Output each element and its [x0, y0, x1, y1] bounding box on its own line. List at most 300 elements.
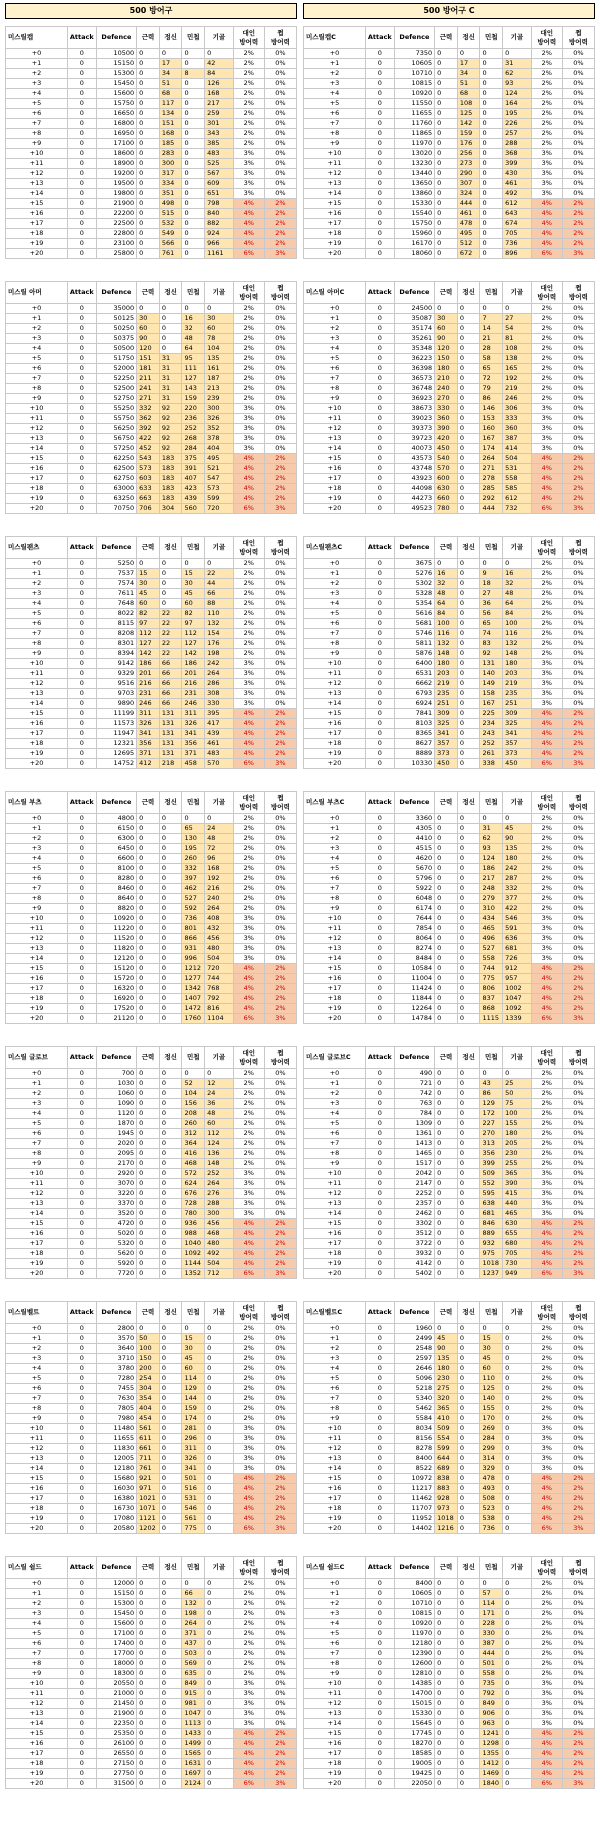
table-cell: 271 [480, 464, 503, 474]
table-cell: 0 [457, 1769, 480, 1779]
table-cell: 2% [531, 69, 562, 79]
table-cell: +9 [304, 649, 366, 659]
table-cell: 240 [205, 894, 234, 904]
table-cell: 4% [531, 1249, 562, 1259]
item-table-panel [303, 281, 595, 536]
table-row [304, 139, 595, 149]
table-cell: 19425 [394, 1769, 435, 1779]
table-cell: +13 [304, 944, 366, 954]
table-cell: 0 [480, 79, 503, 89]
table-cell: 326 [205, 414, 234, 424]
table-cell: +8 [6, 894, 68, 904]
table-cell: 0 [68, 109, 97, 119]
table-row [6, 1109, 297, 1119]
table-cell: 0 [366, 984, 395, 994]
table-cell: 792 [480, 1689, 503, 1699]
table-cell: 5920 [96, 1259, 137, 1269]
table-cell: 2% [264, 1729, 296, 1739]
table-cell: 14402 [394, 1524, 435, 1534]
table-cell: 3570 [96, 1334, 137, 1344]
table-cell: 5584 [394, 1414, 435, 1424]
table-row [304, 1364, 595, 1374]
table-cell: 352 [205, 424, 234, 434]
table-cell: 931 [182, 944, 205, 954]
column-header: 기골 [205, 537, 234, 559]
table-cell: 0 [137, 1219, 160, 1229]
table-cell: +19 [6, 239, 68, 249]
table-cell: 561 [182, 1514, 205, 1524]
table-cell: 0 [137, 304, 160, 314]
table-cell: 0 [68, 149, 97, 159]
table-cell: 705 [503, 1249, 532, 1259]
table-row [6, 1599, 297, 1609]
table-cell: 31 [159, 384, 182, 394]
item-stats-table [5, 791, 297, 1024]
table-cell: +10 [6, 1424, 68, 1434]
table-cell: 2% [233, 49, 264, 59]
table-cell: 0 [137, 1079, 160, 1089]
table-cell: 0 [159, 924, 182, 934]
table-cell: 2% [531, 639, 562, 649]
table-cell: 3% [233, 1169, 264, 1179]
table-cell: 439 [205, 729, 234, 739]
table-cell: +5 [6, 1119, 68, 1129]
table-cell: 889 [480, 1229, 503, 1239]
table-cell: 11952 [394, 1514, 435, 1524]
table-cell: +4 [304, 1619, 366, 1629]
table-cell: 0 [68, 719, 97, 729]
table-cell: 0 [457, 609, 480, 619]
table-cell: 0 [457, 1709, 480, 1719]
table-cell: 8115 [96, 619, 137, 629]
table-cell: 183 [159, 474, 182, 484]
item-table-panel [303, 1046, 595, 1301]
table-cell: 387 [503, 434, 532, 444]
table-cell: 304 [137, 1384, 160, 1394]
table-cell: 0% [562, 1629, 594, 1639]
table-row [304, 589, 595, 599]
table-cell: 2% [264, 749, 296, 759]
table-cell: 15300 [96, 69, 137, 79]
table-cell: +9 [304, 904, 366, 914]
table-cell: +2 [6, 1089, 68, 1099]
table-cell: 0% [264, 629, 296, 639]
table-cell: 0 [137, 1129, 160, 1139]
table-cell: 6924 [394, 699, 435, 709]
table-cell: 6% [531, 1014, 562, 1024]
table-cell: 0% [264, 1169, 296, 1179]
table-row [304, 904, 595, 914]
table-cell: +19 [6, 1004, 68, 1014]
table-cell: 0 [457, 639, 480, 649]
table-cell: 0 [366, 1579, 395, 1589]
table-row [304, 1079, 595, 1089]
table-cell: 62500 [96, 464, 137, 474]
table-cell: 600 [435, 474, 458, 484]
table-cell: 0 [366, 49, 395, 59]
table-cell: 0% [264, 1699, 296, 1709]
table-cell: 0% [562, 69, 594, 79]
table-cell: 0 [68, 954, 97, 964]
table-cell: 0 [366, 1219, 395, 1229]
table-cell: 444 [457, 199, 480, 209]
table-cell: 523 [480, 1504, 503, 1514]
table-cell: +11 [304, 414, 366, 424]
table-cell: +12 [304, 679, 366, 689]
item-stats-table [5, 536, 297, 769]
table-cell: 151 [137, 354, 160, 364]
table-cell: 31 [159, 394, 182, 404]
table-cell: 0 [366, 1324, 395, 1334]
table-cell: 0 [68, 1129, 97, 1139]
table-cell: 1216 [435, 1524, 458, 1534]
column-header: 정신 [159, 792, 182, 814]
table-cell: 0 [457, 1414, 480, 1424]
table-cell: 0 [366, 1444, 395, 1454]
table-cell: 2% [233, 1579, 264, 1589]
table-cell: 2% [233, 1069, 264, 1079]
column-header: 대인 방어력 [531, 537, 562, 559]
table-cell: 0% [562, 944, 594, 954]
table-cell: 2% [531, 1354, 562, 1364]
table-cell: 585 [503, 484, 532, 494]
table-cell: 798 [205, 199, 234, 209]
table-cell: 0% [562, 99, 594, 109]
table-cell: 127 [137, 639, 160, 649]
table-cell: 0% [562, 599, 594, 609]
table-cell: 2% [531, 334, 562, 344]
table-cell: 0 [480, 1324, 503, 1334]
table-cell: 192 [205, 874, 234, 884]
table-cell: 966 [205, 239, 234, 249]
table-cell: 3% [531, 934, 562, 944]
table-cell: 24 [205, 824, 234, 834]
table-cell: 483 [205, 749, 234, 759]
table-cell: 0 [457, 1699, 480, 1709]
table-cell: +8 [304, 1149, 366, 1159]
table-cell: 3% [233, 1189, 264, 1199]
table-cell: 0 [68, 324, 97, 334]
table-cell: 3% [233, 699, 264, 709]
table-cell: 532 [159, 219, 182, 229]
table-row [304, 1179, 595, 1189]
table-cell: 0 [68, 1199, 97, 1209]
table-cell: 932 [480, 1239, 503, 1249]
table-cell: 0 [159, 1364, 182, 1374]
table-cell: 4% [531, 709, 562, 719]
table-cell: 0 [159, 814, 182, 824]
table-row [304, 1189, 595, 1199]
table-cell: 30 [137, 314, 160, 324]
table-cell: 36 [205, 1099, 234, 1109]
table-cell: +13 [6, 434, 68, 444]
column-header: 민첩 [182, 27, 205, 49]
table-cell: +16 [304, 1484, 366, 1494]
table-cell: 0 [205, 1669, 234, 1679]
table-cell: 0 [457, 1394, 480, 1404]
table-cell: +18 [304, 484, 366, 494]
table-cell: 62 [503, 69, 532, 79]
table-cell: 12180 [394, 1639, 435, 1649]
table-cell: 246 [182, 699, 205, 709]
table-cell: 0 [159, 1709, 182, 1719]
table-cell: 728 [182, 1199, 205, 1209]
table-cell: 2% [562, 1514, 594, 1524]
table-cell: 0 [503, 1384, 532, 1394]
table-cell: 1840 [480, 1779, 503, 1789]
table-cell: 0% [264, 659, 296, 669]
table-cell: +3 [304, 79, 366, 89]
table-cell: 44 [205, 579, 234, 589]
table-cell: 0 [366, 1189, 395, 1199]
table-cell: 8278 [394, 1444, 435, 1454]
table-cell: 0 [159, 589, 182, 599]
table-cell: 132 [182, 1599, 205, 1609]
table-cell: +6 [6, 364, 68, 374]
table-cell: 1631 [182, 1759, 205, 1769]
table-cell: 45 [182, 1354, 205, 1364]
table-cell: 2% [562, 1729, 594, 1739]
table-cell: 0 [137, 864, 160, 874]
table-cell: 58 [480, 354, 503, 364]
table-cell: 45 [435, 1334, 458, 1344]
table-cell: 0 [159, 1649, 182, 1659]
table-row [6, 1324, 297, 1334]
table-cell: 268 [182, 434, 205, 444]
table-cell: 0 [435, 89, 458, 99]
table-cell: 0 [366, 1689, 395, 1699]
table-cell: 0 [68, 1739, 97, 1749]
table-cell: 0 [457, 374, 480, 384]
table-cell: 4620 [394, 854, 435, 864]
table-cell: 0 [366, 814, 395, 824]
table-cell: 0 [457, 659, 480, 669]
table-cell: 13650 [394, 179, 435, 189]
table-cell: 0 [205, 1619, 234, 1629]
table-cell: 936 [182, 1219, 205, 1229]
table-cell: 187 [205, 374, 234, 384]
table-cell: +12 [304, 1444, 366, 1454]
table-cell: 326 [182, 1454, 205, 1464]
table-cell: 203 [503, 669, 532, 679]
table-cell: 0% [562, 1679, 594, 1689]
table-cell: +2 [6, 834, 68, 844]
table-cell: 2% [233, 69, 264, 79]
table-cell: 0 [159, 1079, 182, 1089]
table-cell: 7455 [96, 1384, 137, 1394]
table-cell: 2% [562, 1494, 594, 1504]
table-cell: 0% [562, 659, 594, 669]
table-cell: 2% [562, 729, 594, 739]
table-cell: 3% [531, 169, 562, 179]
table-cell: +17 [6, 1239, 68, 1249]
table-cell: 0 [205, 1454, 234, 1464]
table-cell: +19 [304, 1259, 366, 1269]
table-cell: 0 [366, 374, 395, 384]
table-cell: 0 [457, 424, 480, 434]
table-cell: 2% [233, 1334, 264, 1344]
table-cell: 11217 [394, 1484, 435, 1494]
table-cell: 3% [233, 414, 264, 424]
table-cell: 183 [159, 494, 182, 504]
table-cell: 341 [137, 729, 160, 739]
table-cell: 0 [159, 1524, 182, 1534]
table-cell: 0 [457, 384, 480, 394]
table-cell: 2% [562, 719, 594, 729]
table-cell: 257 [503, 129, 532, 139]
table-row [6, 209, 297, 219]
table-row [6, 649, 297, 659]
table-row [6, 964, 297, 974]
table-cell: 195 [503, 109, 532, 119]
table-cell: +18 [304, 1759, 366, 1769]
table-cell: 21120 [96, 1014, 137, 1024]
table-cell: 0 [68, 444, 97, 454]
table-cell: 0 [366, 494, 395, 504]
table-row [6, 1374, 297, 1384]
table-cell: 921 [137, 1474, 160, 1484]
table-cell: 570 [435, 464, 458, 474]
table-cell: +10 [6, 1679, 68, 1689]
table-cell: 75 [503, 1099, 532, 1109]
table-cell: 132 [205, 619, 234, 629]
table-cell: 0 [366, 1069, 395, 1079]
table-cell: 8394 [96, 649, 137, 659]
table-cell: 0 [68, 1269, 97, 1279]
table-cell: 211 [137, 374, 160, 384]
table-cell: 3% [531, 689, 562, 699]
table-cell: 0 [457, 974, 480, 984]
table-cell: 0 [159, 1149, 182, 1159]
table-cell: 125 [480, 1384, 503, 1394]
table-cell: 6% [233, 1269, 264, 1279]
column-header: 근력 [137, 537, 160, 559]
table-cell: 236 [182, 414, 205, 424]
table-cell: 0 [205, 1484, 234, 1494]
table-cell: 0 [503, 1639, 532, 1649]
table-cell: 0% [562, 354, 594, 364]
table-cell: 8820 [96, 904, 137, 914]
table-cell: 16 [503, 569, 532, 579]
table-cell: 0 [366, 99, 395, 109]
table-cell: 0 [68, 1249, 97, 1259]
table-cell: 4% [531, 749, 562, 759]
table-cell: 0% [264, 639, 296, 649]
table-cell: 0 [68, 669, 97, 679]
table-row [6, 1609, 297, 1619]
table-cell: 2% [531, 1669, 562, 1679]
table-cell: 4% [233, 1729, 264, 1739]
table-cell: 0 [68, 1149, 97, 1159]
table-row [6, 1769, 297, 1779]
table-cell: +11 [304, 1689, 366, 1699]
table-row [304, 1119, 595, 1129]
table-cell: 0 [480, 219, 503, 229]
table-row [6, 1414, 297, 1424]
table-cell: +15 [304, 709, 366, 719]
table-cell: 132 [503, 639, 532, 649]
table-cell: 0 [503, 559, 532, 569]
table-cell: 0% [264, 1179, 296, 1189]
table-cell: 183 [159, 464, 182, 474]
table-cell: 1115 [480, 1014, 503, 1024]
table-cell: 252 [480, 739, 503, 749]
table-cell: +0 [6, 1579, 68, 1589]
table-cell: 0 [366, 1524, 395, 1534]
table-row [6, 434, 297, 444]
table-cell: 0 [457, 944, 480, 954]
table-cell: 82 [182, 609, 205, 619]
table-cell: 0 [137, 824, 160, 834]
table-row [304, 49, 595, 59]
table-row [304, 1629, 595, 1639]
table-cell: 0% [562, 649, 594, 659]
column-header: 대인 방어력 [531, 1047, 562, 1069]
table-cell: 0% [562, 1424, 594, 1434]
table-cell: 0 [366, 1229, 395, 1239]
table-cell: 356 [137, 739, 160, 749]
table-cell: +14 [304, 1464, 366, 1474]
table-cell: 0 [137, 884, 160, 894]
table-cell: 1352 [182, 1269, 205, 1279]
table-row [6, 709, 297, 719]
table-row [304, 1219, 595, 1229]
table-cell: 0 [159, 1199, 182, 1209]
table-row [6, 1354, 297, 1364]
table-cell: 2% [531, 1344, 562, 1354]
table-cell: 21 [480, 334, 503, 344]
table-cell: 0 [68, 1414, 97, 1424]
table-cell: 0 [480, 69, 503, 79]
section-title: 500 방어구 C [303, 3, 595, 19]
table-cell: 0% [264, 1579, 296, 1589]
table-cell: 3780 [96, 1364, 137, 1374]
table-cell: 0% [562, 1209, 594, 1219]
table-cell: 6% [531, 759, 562, 769]
table-cell: 0 [366, 1424, 395, 1434]
table-cell: 360 [503, 424, 532, 434]
table-cell: 0 [182, 209, 205, 219]
table-cell: 167 [480, 434, 503, 444]
table-cell: 142 [137, 649, 160, 659]
column-header: 쩝 방어력 [562, 1047, 594, 1069]
table-cell: 0 [137, 1324, 160, 1334]
table-cell: 8034 [394, 1424, 435, 1434]
table-cell: 0 [137, 994, 160, 1004]
column-header: 민첩 [182, 792, 205, 814]
table-row [304, 629, 595, 639]
table-cell: 181 [137, 364, 160, 374]
table-cell: 0 [366, 1659, 395, 1669]
table-cell: 0 [137, 1649, 160, 1659]
table-cell: 10920 [96, 914, 137, 924]
table-cell: 2% [233, 894, 264, 904]
table-cell: 2548 [394, 1344, 435, 1354]
table-cell: +7 [304, 374, 366, 384]
table-cell: 0 [457, 1494, 480, 1504]
table-cell: 2% [531, 1119, 562, 1129]
table-cell: +6 [6, 109, 68, 119]
table-cell: 2% [233, 1344, 264, 1354]
table-cell: 0 [68, 749, 97, 759]
table-cell: 592 [182, 904, 205, 914]
table-cell: 0 [366, 324, 395, 334]
item-stats-table [5, 26, 297, 259]
table-cell: 456 [205, 934, 234, 944]
table-cell: 0 [435, 1579, 458, 1589]
table-cell: 0% [562, 914, 594, 924]
table-cell: 228 [480, 1619, 503, 1629]
